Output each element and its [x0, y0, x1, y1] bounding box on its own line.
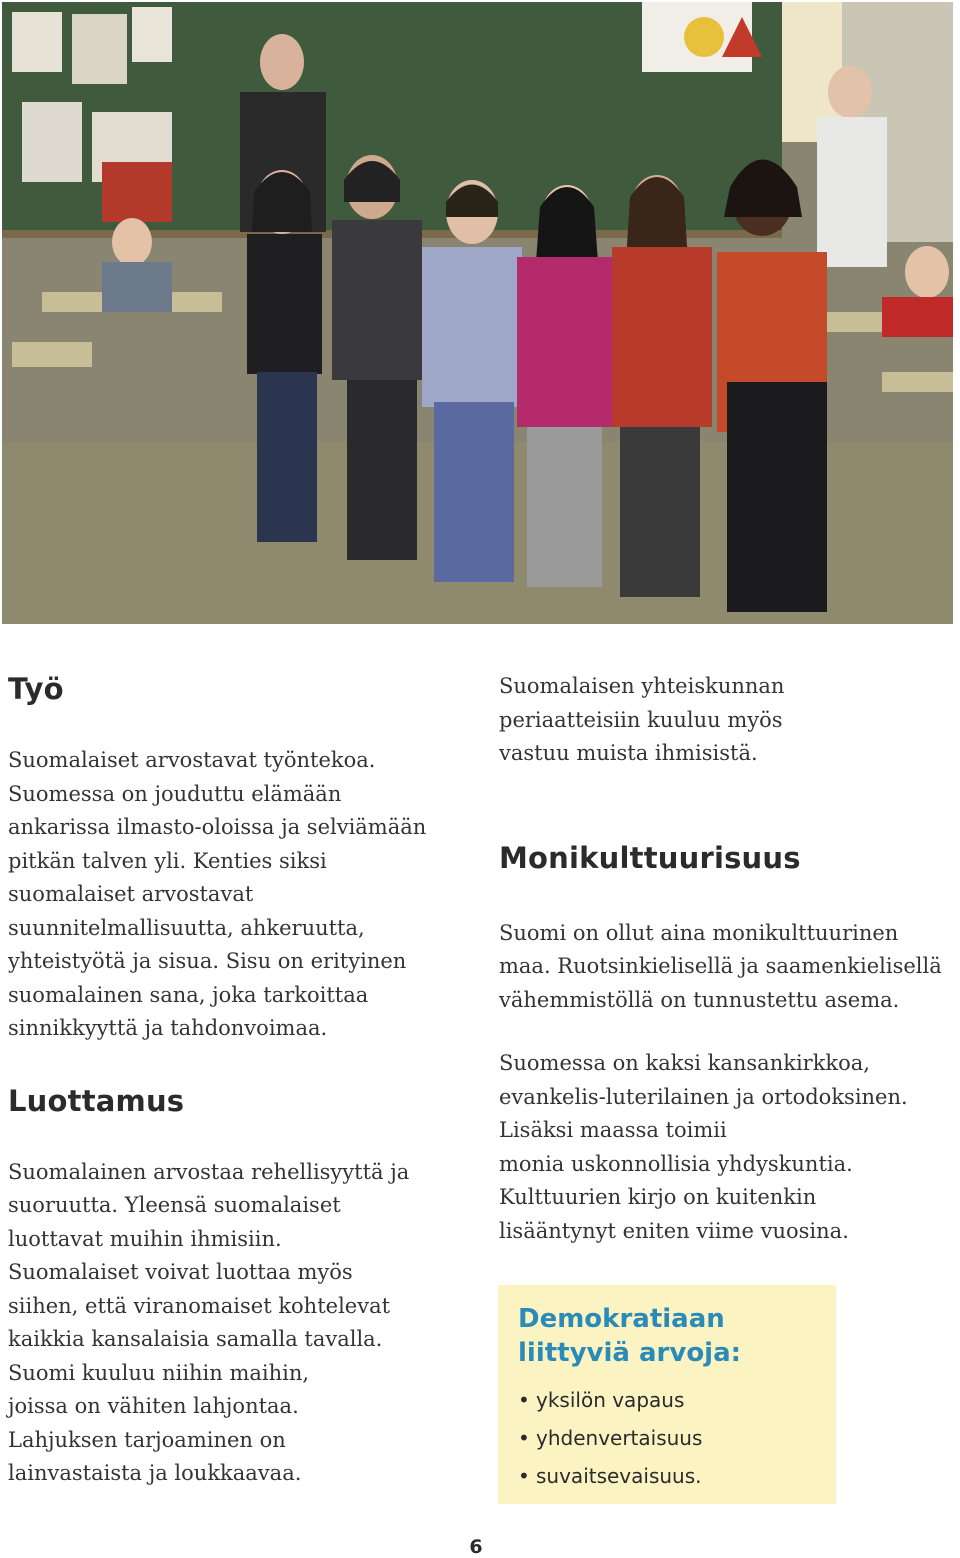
right-column — [499, 668, 954, 1248]
paragraph-monikulttuurisuus-2: Suomessa on kaksi kansankirkkoa, evankelis-luterilainen ja ortodoksinen. Lisäksi maassa toimii monia uskonnollisia yhdyskuntia. Kulttuurien kirjo on kuitenkin lisääntynyt eniten viime vuosina. — [499, 1051, 908, 1243]
paragraph-vastuu: Suomalaisen yhteiskunnan periaatteisiin kuuluu myös vastuu muista ihmisistä. — [499, 674, 785, 765]
bullet-icon: • — [518, 1426, 530, 1450]
classroom-photo — [2, 2, 953, 624]
heading-tyo: Työ — [8, 672, 64, 706]
democracy-values-box — [498, 1285, 836, 1504]
left-column — [8, 668, 468, 1491]
values-list — [518, 1381, 702, 1495]
bullet-icon: • — [518, 1388, 530, 1412]
heading-luottamus: Luottamus — [8, 1083, 185, 1118]
paragraph-luottamus: Suomalainen arvostaa rehellisyyttä ja suoruutta. Yleensä suomalaiset luottavat muihin ihmisiin. Suomalaiset voivat luottaa myös siihen, että viranomaiset kohtelevat kaikkia kansalaisia samalla tavalla. Suomi kuuluu niihin maihin, joissa on vähiten lahjontaa. Lahjuksen tarjoaminen on lainvastaista ja loukkaavaa. — [8, 1159, 410, 1485]
list-item: • suvaitsevaisuus. — [518, 1457, 702, 1495]
paragraph-monikulttuurisuus-1: Suomi on ollut aina monikulttuurinen maa. Ruotsinkielisellä ja saamenkielisellä vähemmistöllä on tunnustettu asema. — [499, 920, 942, 1012]
bullet-icon: • — [518, 1464, 530, 1488]
heading-monikulttuurisuus: Monikulttuurisuus — [499, 840, 801, 875]
values-box-title: Demokratiaan liittyviä arvoja: — [518, 1304, 742, 1368]
page-number: 6 — [469, 1536, 483, 1558]
list-item: • yhdenvertaisuus — [518, 1419, 702, 1457]
paragraph-tyo: Suomalaiset arvostavat työntekoa. Suomessa on jouduttu elämään ankarissa ilmasto-oloissa ja selviämään pitkän talven yli. Kenties siksi suomalaiset arvostavat suunnitelmallisuutta, ahkeruutta, yhteistyötä ja sisua. Sisu on erityinen suomalainen sana, joka tarkoittaa sinnikkyyttä ja tahdonvoimaa. — [8, 748, 427, 1040]
list-item: • yksilön vapaus — [518, 1381, 702, 1419]
